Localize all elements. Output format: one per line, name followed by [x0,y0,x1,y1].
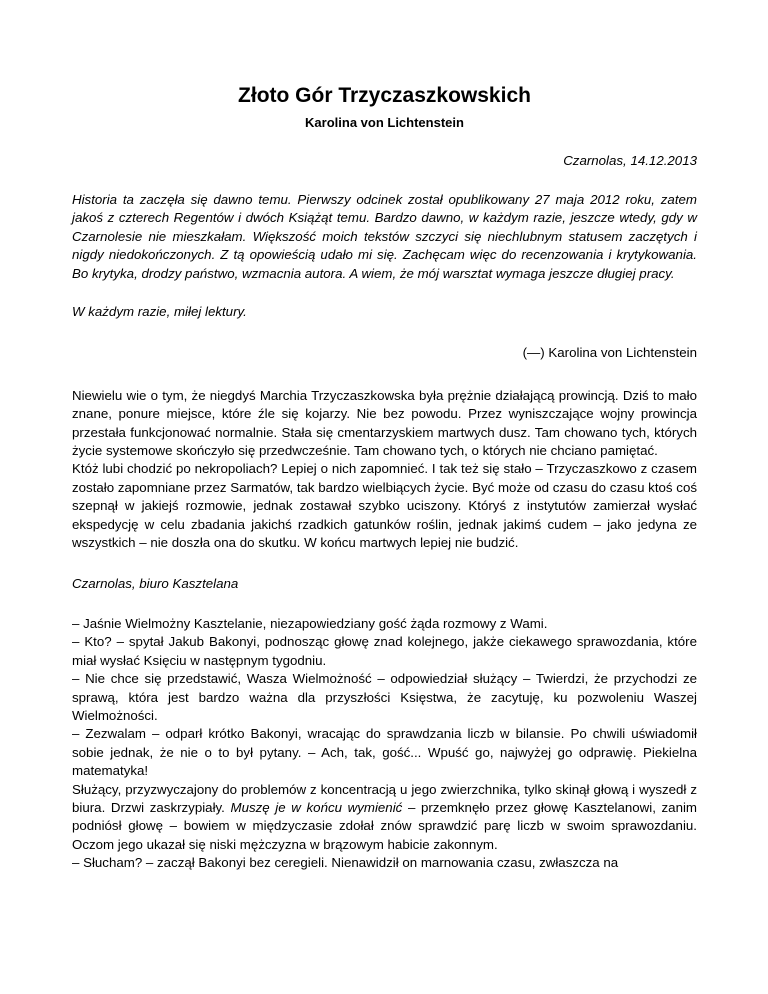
narration-paragraph [72,781,697,855]
dateline: Czarnolas, 14.12.2013 [563,153,697,168]
dialogue-line: – Kto? – spytał Jakub Bakonyi, podnosząc głowę znad kolejnego, jakże ciekawego sprawozdania, które miał wysłać Księciu w następnym tygodniu. [72,634,697,668]
reading-wish: W każdym razie, miłej lektury. [72,304,247,320]
document-title: Złoto Gór Trzyczaszkowskich [238,84,531,107]
dialogue-line: – Nie chce się przedstawić, Wasza Wielmożność – odpowiedział służący – Twierdzi, że przychodzi ze sprawą, która jest bardzo ważna dla przyszłości Księstwa, że zacytuję, ku pozwoleniu Waszej Wielmożności. [72,671,697,723]
dialogue-line: – Słucham? – zaczął Bakonyi bez ceregieli. Nienawidził on marnowania czasu, zwłaszcza na [72,855,619,871]
document-author: Karolina von Lichtenstein [305,115,464,130]
narration-text: Służący, przyzwyczajony do problemów z koncentracją u jego zwierzchnika, tylko skinął głową i wyszedł z biura. Drzwi zaskrzypiały. [72,781,697,815]
narration-text: – przemknęło przez głowę Kasztelanowi, zanim podniósł głowę – bowiem w międzyczasie zdołał znów sprawdzić parę liczb w swoim sprawozdaniu. Oczom jego ukazał się niski mężczyzna w brązowym habicie zakonnym. [72,799,697,852]
dialogue-line: – Zezwalam – odparł krótko Bakonyi, wracając do sprawdzania liczb w bilansie. Po chwili uświadomił sobie jednak, że nie o to był pytany. – Ach, tak, gość... Wpuść go, najwyżej go odprawię. Piekielna matematyka! [72,726,697,779]
dialogue-line: – Jaśnie Wielmożny Kasztelanie, niezapowiedziany gość żąda rozmowy z Wami. [72,615,548,631]
story-paragraph: Któż lubi chodzić po nekropoliach? Lepiej o nich zapomnieć. I tak też się stało – Trzyczaszkowo z czasem zostało zapomniane przez Sarmatów, tak bardzo wielbiących życie. Być może od czasu do czasu ktoś coś szepnął w jakiejś rozmowie, jednak zostawał szybko uciszony. Któryś z instytutów zamierzał wysłać ekspedycję w celu zbadania jakichś rzadkich gatunków roślin, jednak jakimś cudem – jako jedyna ze wszystkich – nie doszła ona do skutku. W końcu martwych lepiej nie budzić. [72,461,697,551]
scene-heading: Czarnolas, biuro Kasztelana [72,575,239,591]
dialogue-section [72,615,697,873]
document-page [72,82,697,873]
author-signature: (—) Karolina von Lichtenstein [522,345,697,361]
story-opening [72,387,697,553]
story-paragraph: Niewielu wie o tym, że niegdyś Marchia Trzyczaszkowska była prężnie działającą prowincją. Dziś to mało znane, ponure miejsce, które źle się kojarzy. Nie bez powodu. Przez wyniszczające wojny prowincja przestała funkcjonować normalnie. Stała się cmentarzyskiem martwych dusz. Tam chowano tych, których życie systemowe skończyło się przedwcześnie. Tam chowano tych, o których nie chciano pamiętać. [72,387,697,459]
intro-paragraph: Historia ta zaczęła się dawno temu. Pierwszy odcinek został opublikowany 27 maja 2012 roku, zatem jakoś z czterech Regentów i dwóch Książąt temu. Bardzo dawno, w każdym razie, jeszcze wtedy, gdy w Czarnolesie nie mieszkałam. Większość moich tekstów szczyci się niechlubnym statusem zaczętych i nigdy niedokończonych. Z tą opowieścią udało mi się. Zachęcam więc do recenzowania i krytykowania. Bo krytyka, drodzy państwo, wzmacnia autora. A wiem, że mój warsztat wymaga jeszcze długiej pracy. [72,192,697,281]
inner-thought: Muszę je w końcu wymienić [230,799,403,815]
